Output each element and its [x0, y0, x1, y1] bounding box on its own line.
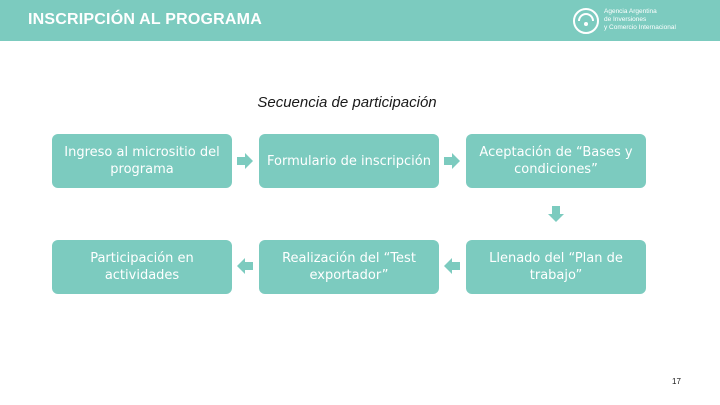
page-title: INSCRIPCIÓN AL PROGRAMA [28, 11, 262, 28]
arrow-left-icon [443, 257, 461, 275]
step-box-registration-form: Formulario de inscripción [259, 134, 439, 188]
header-bar [0, 0, 720, 41]
step-box-terms-acceptance: Aceptación de “Bases y condiciones” [466, 134, 646, 188]
arrow-down-icon [547, 205, 565, 223]
agency-logo-icon [572, 7, 600, 35]
step-box-activities: Participación en actividades [52, 240, 232, 294]
step-box-export-test: Realización del “Test exportador” [259, 240, 439, 294]
logo-line-2: de Inversiones [604, 16, 647, 23]
step-box-microsite: Ingreso al micrositio del programa [52, 134, 232, 188]
step-box-work-plan: Llenado del “Plan de trabajo” [466, 240, 646, 294]
arrow-right-icon [443, 152, 461, 170]
arrow-right-icon [236, 152, 254, 170]
agency-logo [572, 5, 712, 35]
page-number: 17 [672, 377, 681, 386]
agency-logo-text [604, 8, 714, 32]
diagram-subtitle: Secuencia de participación [257, 94, 437, 111]
logo-line-3: y Comercio Internacional [604, 24, 676, 31]
arrow-left-icon [236, 257, 254, 275]
logo-line-1: Agencia Argentina [604, 8, 657, 15]
